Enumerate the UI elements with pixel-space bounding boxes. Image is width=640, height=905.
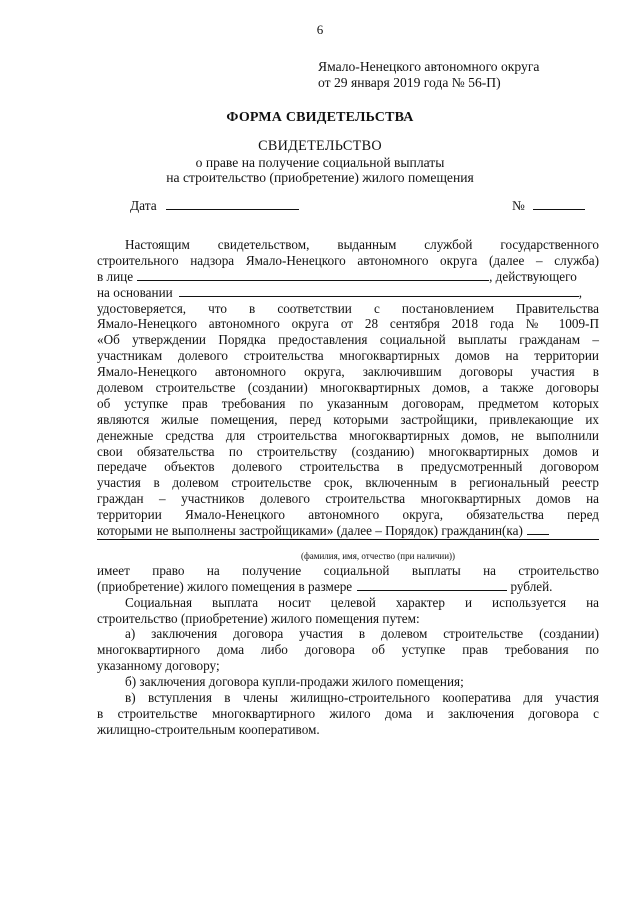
body-line: строительство (приобретение) жилого помещения путем: (97, 610, 420, 626)
body-line: Настоящим свидетельством, выданным службой государственного (125, 237, 599, 252)
acting-label: , действующего (489, 268, 577, 284)
in-person-label: в лице (97, 268, 134, 284)
citizen-label: которыми не выполнены застройщиками» (далее – Порядок) гражданин(ка) (97, 523, 523, 539)
body-line: «Об утверждении Порядка предоставления социальной выплаты гражданам – (97, 332, 599, 348)
body-line: денежные средства для строительства многоквартирных домов, не выполнили (97, 427, 599, 443)
fio-blank[interactable] (97, 539, 599, 540)
form-title: ФОРМА СВИДЕТЕЛЬСТВА (226, 110, 414, 125)
date-field (130, 198, 299, 214)
body-line: свои обязательства по строительству (созданию) многоквартирных домов и (97, 443, 599, 459)
item-c-line: жилищно-строительным кооперативом. (97, 721, 320, 737)
item-c-line: в) вступления в члены жилищно-строительного кооператива для участия (125, 690, 599, 706)
fio-caption: (фамилия, имя, отчество (при наличии)) (300, 550, 456, 561)
certificate-subtitle-2: на строительство (приобретение) жилого помещения (166, 170, 474, 185)
amount-blank[interactable] (357, 579, 507, 591)
body-line: участникам долевого строительства многоквартирных домов на территории (97, 348, 599, 364)
fio-line (97, 539, 599, 550)
item-a-line: а) заключения договора участия в долевом строительстве (создании) (125, 626, 599, 642)
date-blank[interactable] (166, 198, 299, 210)
body-line: передаче объектов долевого строительства в предусмотренный договором (97, 459, 599, 475)
body-line: территории Ямало-Ненецкого автономного округа, обязательства перед (97, 507, 599, 523)
person-blank[interactable] (137, 269, 489, 281)
body-line: удостоверяется, что в соответствии с постановлением Правительства (97, 300, 599, 316)
citizen-blank-start[interactable] (527, 523, 549, 535)
body-line-amount (97, 579, 599, 595)
certificate-body (97, 237, 599, 738)
certificate-title: СВИДЕТЕЛЬСТВО (258, 138, 382, 154)
body-line: строительного надзора Ямало-Ненецкого автономного округа (далее – служба) (97, 252, 599, 268)
rubles-label: рублей. (510, 578, 553, 594)
body-line-issued-by (97, 269, 599, 285)
body-line: Ямало-Ненецкого автономного округа от 28 сентября 2018 года № 1009-П (97, 316, 599, 332)
item-b-line: б) заключения договора купли-продажи жилого помещения; (125, 674, 464, 690)
body-line: граждан – участников долевого строительства многоквартирных домов на (97, 491, 599, 507)
amount-label: (приобретение) жилого помещения в размере (97, 578, 353, 594)
certificate-subtitle-1: о праве на получение социальной выплаты (195, 155, 445, 170)
body-line: об уступке прав требования по указанным договорам, предметом которых (97, 395, 599, 411)
body-line: являются жилые помещения, перед которыми застройщики, привлекающие их (97, 411, 599, 427)
basis-label: на основании (97, 284, 173, 300)
number-field (512, 198, 585, 214)
body-line-citizen (97, 523, 599, 539)
body-line: Социальная выплата носит целевой характер и используется на (125, 594, 599, 610)
page-number: 6 (316, 22, 324, 37)
body-line: участия в долевом строительстве срок, включенным в региональный реестр (97, 475, 599, 491)
body-line: долевом строительстве (создании) многоквартирных домов, а также договоры (97, 380, 599, 396)
body-line: имеет право на получение социальной выплаты на строительство (97, 562, 599, 578)
body-line: Ямало-Ненецкого автономного округа, заключившим договоры участия в (97, 364, 599, 380)
number-blank[interactable] (533, 198, 585, 210)
item-a-line: многоквартирного дома либо договора об уступке прав требования по (97, 642, 599, 658)
header-line-1: Ямало-Ненецкого автономного округа (318, 59, 540, 74)
body-line-basis: на основании , (97, 284, 583, 300)
number-label: № (512, 198, 525, 213)
basis-blank[interactable] (179, 285, 579, 297)
header-line-2: от 29 января 2019 года № 56-П) (318, 75, 501, 90)
item-c-line: в строительстве многоквартирного жилого дома и заключения договора с (97, 705, 599, 721)
date-label: Дата (130, 198, 157, 213)
item-a-line: указанному договору; (97, 658, 220, 674)
